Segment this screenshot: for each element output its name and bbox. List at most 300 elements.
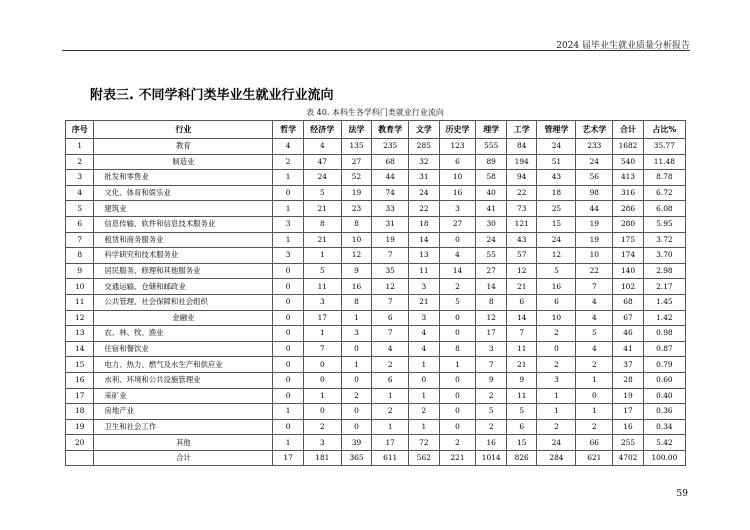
column-header-total: 合计 bbox=[613, 121, 644, 139]
cell-economics: 21 bbox=[303, 201, 341, 217]
cell-engineering: 57 bbox=[506, 248, 537, 264]
table-row bbox=[66, 404, 686, 420]
cell-literature: 4 bbox=[409, 326, 440, 342]
cell-engineering: 73 bbox=[506, 201, 537, 217]
cell-index: 17 bbox=[66, 388, 94, 404]
cell-engineering: 7 bbox=[506, 326, 537, 342]
cell-management: 2 bbox=[537, 326, 576, 342]
cell-education: 33 bbox=[372, 201, 409, 217]
cell-percent: 1.42 bbox=[643, 310, 685, 326]
cell-arts: 5 bbox=[576, 326, 613, 342]
cell-total: 41 bbox=[613, 341, 644, 357]
cell-science: 40 bbox=[476, 185, 507, 201]
cell-engineering: 15 bbox=[506, 435, 537, 451]
cell-arts: 7 bbox=[576, 279, 613, 295]
cell-industry: 交通运输、仓储和邮政业 bbox=[94, 279, 273, 295]
cell-philosophy: 0 bbox=[273, 357, 304, 373]
cell-percent: 0.60 bbox=[643, 372, 685, 388]
cell-law: 8 bbox=[341, 294, 372, 310]
cell-philosophy: 0 bbox=[273, 419, 304, 435]
cell-percent: 2.17 bbox=[643, 279, 685, 295]
cell-engineering: 11 bbox=[506, 341, 537, 357]
cell-philosophy: 0 bbox=[273, 310, 304, 326]
table-row bbox=[66, 419, 686, 435]
cell-science: 16 bbox=[476, 435, 507, 451]
table-row bbox=[66, 435, 686, 451]
cell-management: 0 bbox=[537, 341, 576, 357]
cell-education: 1 bbox=[372, 419, 409, 435]
cell-philosophy: 1 bbox=[273, 170, 304, 186]
cell-philosophy: 0 bbox=[273, 279, 304, 295]
cell-economics: 0 bbox=[303, 357, 341, 373]
cell-index bbox=[66, 450, 94, 466]
cell-law: 0 bbox=[341, 419, 372, 435]
cell-management: 3 bbox=[537, 372, 576, 388]
cell-total: 286 bbox=[613, 201, 644, 217]
cell-management: 15 bbox=[537, 216, 576, 232]
cell-law: 0 bbox=[341, 372, 372, 388]
cell-economics: 1 bbox=[303, 248, 341, 264]
cell-science: 41 bbox=[476, 201, 507, 217]
cell-philosophy: 0 bbox=[273, 326, 304, 342]
cell-history: 2 bbox=[439, 279, 476, 295]
cell-index: 14 bbox=[66, 341, 94, 357]
cell-economics: 1 bbox=[303, 326, 341, 342]
header-divider bbox=[62, 50, 690, 51]
cell-science: 89 bbox=[476, 154, 507, 170]
cell-index: 4 bbox=[66, 185, 94, 201]
cell-industry: 批发和零售业 bbox=[94, 170, 273, 186]
cell-industry: 卫生和社会工作 bbox=[94, 419, 273, 435]
table-total-row bbox=[66, 450, 686, 466]
cell-industry: 制造业 bbox=[94, 154, 273, 170]
cell-index: 8 bbox=[66, 248, 94, 264]
page-number: 59 bbox=[676, 489, 688, 499]
cell-index: 12 bbox=[66, 310, 94, 326]
cell-industry: 建筑业 bbox=[94, 201, 273, 217]
cell-management: 16 bbox=[537, 279, 576, 295]
cell-law: 2 bbox=[341, 388, 372, 404]
cell-management: 10 bbox=[537, 310, 576, 326]
cell-arts: 24 bbox=[576, 154, 613, 170]
cell-science: 24 bbox=[476, 232, 507, 248]
cell-arts: 2 bbox=[576, 419, 613, 435]
cell-engineering: 194 bbox=[506, 154, 537, 170]
cell-total: 4702 bbox=[613, 450, 644, 466]
cell-philosophy: 3 bbox=[273, 216, 304, 232]
cell-index: 2 bbox=[66, 154, 94, 170]
column-header-index: 序号 bbox=[66, 121, 94, 139]
cell-history: 16 bbox=[439, 185, 476, 201]
cell-index: 10 bbox=[66, 279, 94, 295]
cell-law: 16 bbox=[341, 279, 372, 295]
cell-law: 365 bbox=[341, 450, 372, 466]
cell-arts: 2 bbox=[576, 357, 613, 373]
cell-science: 58 bbox=[476, 170, 507, 186]
cell-engineering: 6 bbox=[506, 294, 537, 310]
cell-total: 280 bbox=[613, 216, 644, 232]
cell-science: 9 bbox=[476, 372, 507, 388]
cell-economics: 24 bbox=[303, 170, 341, 186]
cell-economics: 2 bbox=[303, 419, 341, 435]
cell-education: 235 bbox=[372, 139, 409, 155]
cell-literature: 4 bbox=[409, 341, 440, 357]
cell-industry: 农、林、牧、渔业 bbox=[94, 326, 273, 342]
column-header-science: 理学 bbox=[476, 121, 507, 139]
cell-economics: 5 bbox=[303, 263, 341, 279]
cell-history: 0 bbox=[439, 404, 476, 420]
cell-management: 284 bbox=[537, 450, 576, 466]
cell-law: 0 bbox=[341, 404, 372, 420]
column-header-engineering: 工学 bbox=[506, 121, 537, 139]
cell-management: 5 bbox=[537, 263, 576, 279]
cell-education: 2 bbox=[372, 357, 409, 373]
cell-law: 3 bbox=[341, 326, 372, 342]
table-row bbox=[66, 357, 686, 373]
cell-percent: 0.87 bbox=[643, 341, 685, 357]
cell-history: 4 bbox=[439, 248, 476, 264]
cell-history: 0 bbox=[439, 232, 476, 248]
table-row bbox=[66, 263, 686, 279]
cell-management: 51 bbox=[537, 154, 576, 170]
cell-science: 27 bbox=[476, 263, 507, 279]
cell-percent: 0.98 bbox=[643, 326, 685, 342]
cell-engineering: 6 bbox=[506, 419, 537, 435]
section-title: 附表三. 不同学科门类毕业生就业行业流向 bbox=[90, 88, 334, 103]
cell-percent: 8.78 bbox=[643, 170, 685, 186]
cell-total: 255 bbox=[613, 435, 644, 451]
cell-philosophy: 1 bbox=[273, 232, 304, 248]
cell-total: 1682 bbox=[613, 139, 644, 155]
cell-percent: 2.98 bbox=[643, 263, 685, 279]
table-row bbox=[66, 279, 686, 295]
industry-flow-table bbox=[65, 120, 686, 466]
cell-arts: 0 bbox=[576, 388, 613, 404]
cell-education: 7 bbox=[372, 248, 409, 264]
cell-philosophy: 0 bbox=[273, 372, 304, 388]
cell-history: 0 bbox=[439, 419, 476, 435]
cell-education: 44 bbox=[372, 170, 409, 186]
cell-economics: 4 bbox=[303, 139, 341, 155]
cell-philosophy: 1 bbox=[273, 201, 304, 217]
table-row bbox=[66, 326, 686, 342]
cell-percent: 3.70 bbox=[643, 248, 685, 264]
cell-economics: 5 bbox=[303, 185, 341, 201]
cell-industry: 信息传输、软件和信息技术服务业 bbox=[94, 216, 273, 232]
cell-total: 540 bbox=[613, 154, 644, 170]
column-header-law: 法学 bbox=[341, 121, 372, 139]
cell-law: 19 bbox=[341, 185, 372, 201]
cell-law: 52 bbox=[341, 170, 372, 186]
table-header-row bbox=[66, 121, 686, 139]
cell-management: 12 bbox=[537, 248, 576, 264]
table-row bbox=[66, 201, 686, 217]
cell-industry: 教育 bbox=[94, 139, 273, 155]
cell-total: 46 bbox=[613, 326, 644, 342]
cell-education: 35 bbox=[372, 263, 409, 279]
table-row bbox=[66, 154, 686, 170]
cell-literature: 1 bbox=[409, 388, 440, 404]
cell-education: 7 bbox=[372, 326, 409, 342]
cell-history: 2 bbox=[439, 435, 476, 451]
column-header-education: 教育学 bbox=[372, 121, 409, 139]
cell-science: 5 bbox=[476, 404, 507, 420]
cell-index: 11 bbox=[66, 294, 94, 310]
cell-engineering: 22 bbox=[506, 185, 537, 201]
cell-arts: 4 bbox=[576, 294, 613, 310]
cell-engineering: 5 bbox=[506, 404, 537, 420]
cell-literature: 22 bbox=[409, 201, 440, 217]
cell-economics: 1 bbox=[303, 388, 341, 404]
cell-literature: 11 bbox=[409, 263, 440, 279]
cell-economics: 21 bbox=[303, 232, 341, 248]
cell-engineering: 84 bbox=[506, 139, 537, 155]
cell-history: 3 bbox=[439, 201, 476, 217]
cell-industry: 水利、环境和公共设施管理业 bbox=[94, 372, 273, 388]
cell-philosophy: 0 bbox=[273, 341, 304, 357]
cell-percent: 1.45 bbox=[643, 294, 685, 310]
cell-philosophy: 4 bbox=[273, 139, 304, 155]
cell-literature: 32 bbox=[409, 154, 440, 170]
cell-index: 5 bbox=[66, 201, 94, 217]
column-header-percent: 占比% bbox=[643, 121, 685, 139]
cell-arts: 56 bbox=[576, 170, 613, 186]
table-row bbox=[66, 310, 686, 326]
cell-engineering: 11 bbox=[506, 388, 537, 404]
cell-arts: 98 bbox=[576, 185, 613, 201]
cell-total: 17 bbox=[613, 404, 644, 420]
cell-total: 67 bbox=[613, 310, 644, 326]
cell-industry: 文化、体育和娱乐业 bbox=[94, 185, 273, 201]
cell-management: 6 bbox=[537, 294, 576, 310]
cell-management: 1 bbox=[537, 388, 576, 404]
cell-index: 15 bbox=[66, 357, 94, 373]
cell-percent: 3.72 bbox=[643, 232, 685, 248]
cell-engineering: 94 bbox=[506, 170, 537, 186]
cell-literature: 285 bbox=[409, 139, 440, 155]
cell-history: 27 bbox=[439, 216, 476, 232]
cell-percent: 6.08 bbox=[643, 201, 685, 217]
cell-arts: 19 bbox=[576, 232, 613, 248]
cell-science: 17 bbox=[476, 326, 507, 342]
cell-management: 18 bbox=[537, 185, 576, 201]
cell-economics: 17 bbox=[303, 310, 341, 326]
cell-education: 68 bbox=[372, 154, 409, 170]
cell-total: 68 bbox=[613, 294, 644, 310]
cell-literature: 14 bbox=[409, 232, 440, 248]
cell-engineering: 12 bbox=[506, 263, 537, 279]
cell-science: 55 bbox=[476, 248, 507, 264]
cell-management: 24 bbox=[537, 232, 576, 248]
cell-management: 1 bbox=[537, 404, 576, 420]
cell-total: 316 bbox=[613, 185, 644, 201]
cell-economics: 7 bbox=[303, 341, 341, 357]
cell-science: 7 bbox=[476, 357, 507, 373]
cell-history: 8 bbox=[439, 341, 476, 357]
cell-total: 19 bbox=[613, 388, 644, 404]
cell-history: 0 bbox=[439, 372, 476, 388]
cell-literature: 72 bbox=[409, 435, 440, 451]
cell-engineering: 826 bbox=[506, 450, 537, 466]
cell-history: 6 bbox=[439, 154, 476, 170]
cell-engineering: 121 bbox=[506, 216, 537, 232]
cell-education: 6 bbox=[372, 372, 409, 388]
cell-education: 6 bbox=[372, 310, 409, 326]
cell-engineering: 14 bbox=[506, 310, 537, 326]
cell-education: 611 bbox=[372, 450, 409, 466]
cell-percent: 6.72 bbox=[643, 185, 685, 201]
cell-economics: 181 bbox=[303, 450, 341, 466]
cell-literature: 3 bbox=[409, 310, 440, 326]
cell-index: 20 bbox=[66, 435, 94, 451]
cell-economics: 47 bbox=[303, 154, 341, 170]
cell-science: 12 bbox=[476, 310, 507, 326]
cell-engineering: 9 bbox=[506, 372, 537, 388]
cell-literature: 21 bbox=[409, 294, 440, 310]
cell-science: 1014 bbox=[476, 450, 507, 466]
cell-percent: 0.40 bbox=[643, 388, 685, 404]
cell-philosophy: 0 bbox=[273, 185, 304, 201]
cell-arts: 1 bbox=[576, 404, 613, 420]
cell-total: 175 bbox=[613, 232, 644, 248]
table-row bbox=[66, 341, 686, 357]
cell-arts: 621 bbox=[576, 450, 613, 466]
cell-percent: 5.42 bbox=[643, 435, 685, 451]
cell-law: 135 bbox=[341, 139, 372, 155]
cell-arts: 4 bbox=[576, 341, 613, 357]
cell-literature: 13 bbox=[409, 248, 440, 264]
cell-literature: 562 bbox=[409, 450, 440, 466]
table-caption: 表 40. 本科生各学科门类就业行业流向 bbox=[306, 108, 444, 117]
cell-management: 2 bbox=[537, 357, 576, 373]
cell-index: 9 bbox=[66, 263, 94, 279]
column-header-philosophy: 哲学 bbox=[273, 121, 304, 139]
cell-index: 7 bbox=[66, 232, 94, 248]
cell-percent: 100.00 bbox=[643, 450, 685, 466]
cell-philosophy: 1 bbox=[273, 404, 304, 420]
cell-percent: 11.48 bbox=[643, 154, 685, 170]
table-row bbox=[66, 388, 686, 404]
cell-economics: 0 bbox=[303, 404, 341, 420]
cell-economics: 0 bbox=[303, 372, 341, 388]
cell-arts: 10 bbox=[576, 248, 613, 264]
cell-index: 13 bbox=[66, 326, 94, 342]
cell-history: 0 bbox=[439, 326, 476, 342]
cell-law: 39 bbox=[341, 435, 372, 451]
cell-philosophy: 3 bbox=[273, 248, 304, 264]
cell-industry: 采矿业 bbox=[94, 388, 273, 404]
cell-philosophy: 17 bbox=[273, 450, 304, 466]
table-row bbox=[66, 216, 686, 232]
cell-total: 37 bbox=[613, 357, 644, 373]
cell-education: 2 bbox=[372, 404, 409, 420]
cell-literature: 3 bbox=[409, 279, 440, 295]
cell-education: 74 bbox=[372, 185, 409, 201]
cell-philosophy: 0 bbox=[273, 294, 304, 310]
cell-philosophy: 0 bbox=[273, 263, 304, 279]
cell-literature: 1 bbox=[409, 419, 440, 435]
cell-management: 25 bbox=[537, 201, 576, 217]
cell-total: 16 bbox=[613, 419, 644, 435]
cell-science: 14 bbox=[476, 279, 507, 295]
cell-industry: 租赁和商务服务业 bbox=[94, 232, 273, 248]
cell-history: 123 bbox=[439, 139, 476, 155]
cell-total: 28 bbox=[613, 372, 644, 388]
cell-percent: 5.95 bbox=[643, 216, 685, 232]
column-header-history: 历史学 bbox=[439, 121, 476, 139]
column-header-arts: 艺术学 bbox=[576, 121, 613, 139]
cell-arts: 1 bbox=[576, 372, 613, 388]
table-row bbox=[66, 185, 686, 201]
cell-management: 2 bbox=[537, 419, 576, 435]
cell-education: 17 bbox=[372, 435, 409, 451]
cell-industry: 金融业 bbox=[94, 310, 273, 326]
cell-literature: 0 bbox=[409, 372, 440, 388]
cell-education: 1 bbox=[372, 388, 409, 404]
cell-history: 221 bbox=[439, 450, 476, 466]
cell-engineering: 43 bbox=[506, 232, 537, 248]
cell-engineering: 21 bbox=[506, 279, 537, 295]
table-row bbox=[66, 232, 686, 248]
cell-history: 0 bbox=[439, 310, 476, 326]
cell-industry: 电力、热力、燃气及水生产和供应业 bbox=[94, 357, 273, 373]
cell-education: 4 bbox=[372, 341, 409, 357]
cell-economics: 3 bbox=[303, 294, 341, 310]
cell-economics: 3 bbox=[303, 435, 341, 451]
cell-arts: 233 bbox=[576, 139, 613, 155]
cell-literature: 24 bbox=[409, 185, 440, 201]
table-row bbox=[66, 170, 686, 186]
cell-history: 14 bbox=[439, 263, 476, 279]
cell-literature: 1 bbox=[409, 357, 440, 373]
cell-law: 8 bbox=[341, 216, 372, 232]
table-row bbox=[66, 139, 686, 155]
cell-management: 24 bbox=[537, 139, 576, 155]
cell-law: 27 bbox=[341, 154, 372, 170]
cell-science: 30 bbox=[476, 216, 507, 232]
cell-management: 43 bbox=[537, 170, 576, 186]
cell-history: 1 bbox=[439, 357, 476, 373]
cell-philosophy: 0 bbox=[273, 388, 304, 404]
table-row bbox=[66, 248, 686, 264]
column-header-economics: 经济学 bbox=[303, 121, 341, 139]
column-header-management: 管理学 bbox=[537, 121, 576, 139]
cell-index: 19 bbox=[66, 419, 94, 435]
cell-history: 5 bbox=[439, 294, 476, 310]
cell-education: 19 bbox=[372, 232, 409, 248]
cell-law: 23 bbox=[341, 201, 372, 217]
cell-percent: 0.36 bbox=[643, 404, 685, 420]
cell-history: 0 bbox=[439, 388, 476, 404]
cell-education: 7 bbox=[372, 294, 409, 310]
column-header-literature: 文学 bbox=[409, 121, 440, 139]
cell-index: 6 bbox=[66, 216, 94, 232]
cell-index: 1 bbox=[66, 139, 94, 155]
cell-arts: 19 bbox=[576, 216, 613, 232]
running-header: 2024 届毕业生就业质量分析报告 bbox=[556, 41, 690, 51]
cell-industry: 其他 bbox=[94, 435, 273, 451]
cell-science: 555 bbox=[476, 139, 507, 155]
cell-industry: 公共管理、社会保障和社会组织 bbox=[94, 294, 273, 310]
table-row bbox=[66, 372, 686, 388]
cell-index: 16 bbox=[66, 372, 94, 388]
cell-education: 12 bbox=[372, 279, 409, 295]
cell-law: 10 bbox=[341, 232, 372, 248]
cell-law: 1 bbox=[341, 357, 372, 373]
cell-index: 18 bbox=[66, 404, 94, 420]
cell-engineering: 21 bbox=[506, 357, 537, 373]
cell-total: 174 bbox=[613, 248, 644, 264]
